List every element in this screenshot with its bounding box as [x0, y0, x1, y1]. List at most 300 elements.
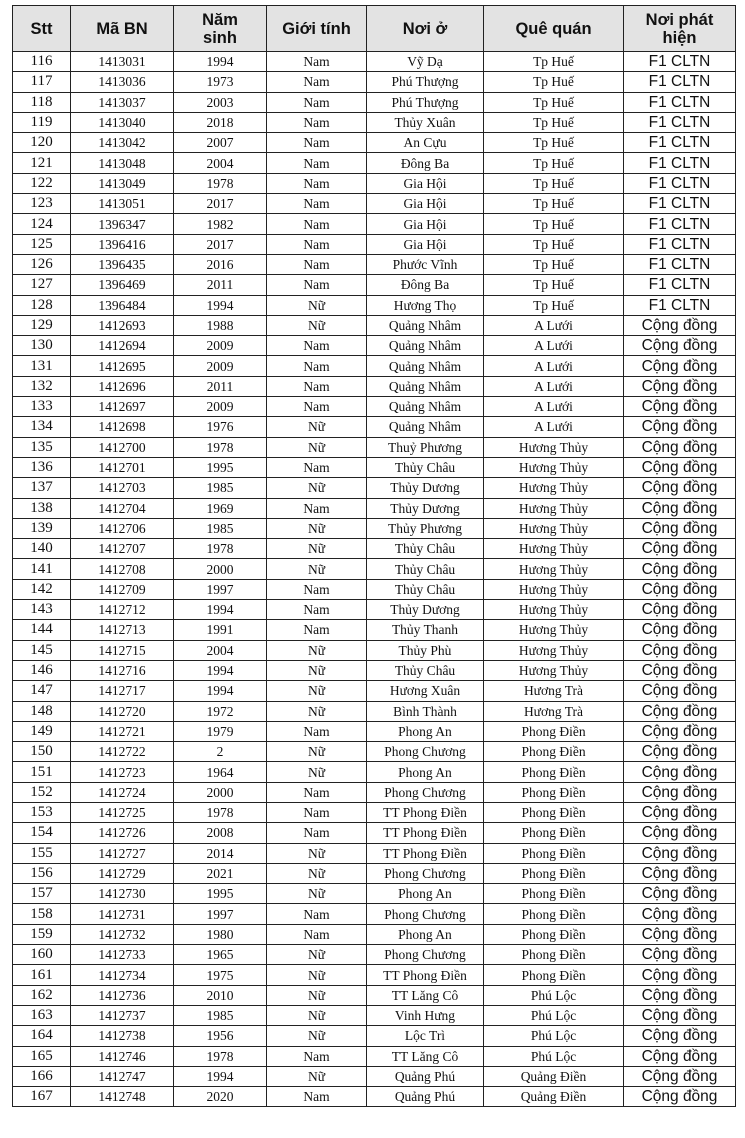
table-row: [13, 72, 736, 92]
header-stt: Stt: [13, 6, 71, 52]
cell-stt: 146: [13, 660, 71, 680]
cell-patient-id: 1412693: [71, 315, 174, 335]
cell-patient-id: 1396484: [71, 295, 174, 315]
table-row: [13, 904, 736, 924]
cell-residence: Thủy Châu: [367, 457, 484, 477]
table-row: [13, 336, 736, 356]
cell-stt: 125: [13, 234, 71, 254]
cell-residence: Thủy Dương: [367, 498, 484, 518]
cell-hometown: Phong Điền: [484, 742, 624, 762]
cell-gender: Nữ: [267, 1005, 367, 1025]
cell-patient-id: 1412708: [71, 559, 174, 579]
cell-birth-year: 1994: [174, 52, 267, 72]
cell-birth-year: 2018: [174, 112, 267, 132]
cell-detection-place: F1 CLTN: [624, 112, 736, 132]
cell-birth-year: 2014: [174, 843, 267, 863]
cell-hometown: Quảng Điền: [484, 1066, 624, 1086]
cell-stt: 159: [13, 924, 71, 944]
cell-birth-year: 2000: [174, 559, 267, 579]
cell-hometown: Tp Huế: [484, 92, 624, 112]
cell-hometown: A Lưới: [484, 397, 624, 417]
cell-gender: Nam: [267, 52, 367, 72]
cell-detection-place: F1 CLTN: [624, 153, 736, 173]
cell-stt: 165: [13, 1046, 71, 1066]
cell-detection-place: F1 CLTN: [624, 214, 736, 234]
cell-residence: Quảng Nhâm: [367, 336, 484, 356]
table-header: [13, 6, 736, 52]
cell-hometown: Tp Huế: [484, 72, 624, 92]
cell-birth-year: 1982: [174, 214, 267, 234]
cell-residence: Quảng Phú: [367, 1087, 484, 1107]
cell-detection-place: Cộng đồng: [624, 681, 736, 701]
cell-patient-id: 1412724: [71, 782, 174, 802]
cell-patient-id: 1412725: [71, 802, 174, 822]
cell-gender: Nam: [267, 214, 367, 234]
cell-stt: 131: [13, 356, 71, 376]
cell-patient-id: 1412722: [71, 742, 174, 762]
cell-gender: Nữ: [267, 863, 367, 883]
table-row: [13, 234, 736, 254]
cell-patient-id: 1412736: [71, 985, 174, 1005]
cell-stt: 128: [13, 295, 71, 315]
cell-birth-year: 1985: [174, 478, 267, 498]
table-row: [13, 924, 736, 944]
cell-gender: Nam: [267, 112, 367, 132]
cell-residence: Quảng Nhâm: [367, 397, 484, 417]
cell-residence: TT Phong Điền: [367, 843, 484, 863]
cell-patient-id: 1412730: [71, 884, 174, 904]
cell-gender: Nam: [267, 498, 367, 518]
cell-residence: Gia Hội: [367, 194, 484, 214]
cell-gender: Nam: [267, 92, 367, 112]
cell-residence: Thủy Dương: [367, 478, 484, 498]
cell-residence: Thủy Châu: [367, 579, 484, 599]
cell-stt: 154: [13, 823, 71, 843]
cell-birth-year: 2017: [174, 194, 267, 214]
cell-residence: Quảng Nhâm: [367, 356, 484, 376]
table-row: [13, 863, 736, 883]
cell-residence: Thủy Phương: [367, 518, 484, 538]
cell-gender: Nữ: [267, 518, 367, 538]
cell-patient-id: 1413049: [71, 173, 174, 193]
cell-patient-id: 1412701: [71, 457, 174, 477]
cell-stt: 116: [13, 52, 71, 72]
cell-residence: Phú Thượng: [367, 92, 484, 112]
cell-stt: 150: [13, 742, 71, 762]
cell-patient-id: 1412704: [71, 498, 174, 518]
cell-gender: Nam: [267, 133, 367, 153]
cell-birth-year: 1965: [174, 945, 267, 965]
table-row: [13, 92, 736, 112]
cell-detection-place: Cộng đồng: [624, 478, 736, 498]
cell-stt: 120: [13, 133, 71, 153]
cell-patient-id: 1396435: [71, 254, 174, 274]
cell-hometown: Phú Lộc: [484, 1005, 624, 1025]
cell-residence: Thủy Châu: [367, 559, 484, 579]
cell-stt: 156: [13, 863, 71, 883]
cell-birth-year: 2011: [174, 275, 267, 295]
cell-gender: Nữ: [267, 742, 367, 762]
cell-patient-id: 1412698: [71, 417, 174, 437]
table-body: [13, 52, 736, 1107]
cell-stt: 143: [13, 600, 71, 620]
cell-birth-year: 1991: [174, 620, 267, 640]
cell-hometown: Phong Điền: [484, 721, 624, 741]
cell-gender: Nam: [267, 234, 367, 254]
cell-residence: Quảng Nhâm: [367, 315, 484, 335]
table-row: [13, 742, 736, 762]
cell-residence: Thủy Thanh: [367, 620, 484, 640]
cell-birth-year: 1994: [174, 660, 267, 680]
cell-residence: Gia Hội: [367, 234, 484, 254]
cell-residence: Thủy Châu: [367, 660, 484, 680]
cell-hometown: Phú Lộc: [484, 985, 624, 1005]
cell-birth-year: 1988: [174, 315, 267, 335]
cell-residence: TT Phong Điền: [367, 965, 484, 985]
header-birth-year: Năm sinh: [174, 6, 267, 52]
cell-gender: Nam: [267, 620, 367, 640]
cell-stt: 138: [13, 498, 71, 518]
header-detection-place: Nơi phát hiện: [624, 6, 736, 52]
cell-residence: Đông Ba: [367, 153, 484, 173]
cell-residence: Phong An: [367, 924, 484, 944]
cell-gender: Nữ: [267, 660, 367, 680]
cell-stt: 166: [13, 1066, 71, 1086]
cell-patient-id: 1412727: [71, 843, 174, 863]
table-row: [13, 478, 736, 498]
header-patient-id: Mã BN: [71, 6, 174, 52]
table-row: [13, 884, 736, 904]
cell-residence: Phú Thượng: [367, 72, 484, 92]
cell-patient-id: 1412734: [71, 965, 174, 985]
cell-birth-year: 1980: [174, 924, 267, 944]
cell-hometown: Phong Điền: [484, 863, 624, 883]
cell-stt: 121: [13, 153, 71, 173]
cell-residence: Phong An: [367, 721, 484, 741]
cell-residence: Phong Chương: [367, 945, 484, 965]
cell-gender: Nam: [267, 600, 367, 620]
cell-patient-id: 1396347: [71, 214, 174, 234]
cell-hometown: Tp Huế: [484, 295, 624, 315]
cell-birth-year: 2017: [174, 234, 267, 254]
table-row: [13, 681, 736, 701]
cell-residence: Hương Xuân: [367, 681, 484, 701]
cell-residence: TT Phong Điền: [367, 823, 484, 843]
cell-stt: 163: [13, 1005, 71, 1025]
cell-detection-place: Cộng đồng: [624, 965, 736, 985]
cell-gender: Nam: [267, 924, 367, 944]
cell-birth-year: 1978: [174, 802, 267, 822]
cell-hometown: Tp Huế: [484, 254, 624, 274]
cell-detection-place: Cộng đồng: [624, 924, 736, 944]
cell-detection-place: Cộng đồng: [624, 539, 736, 559]
cell-residence: Thủy Xuân: [367, 112, 484, 132]
cell-residence: Phong Chương: [367, 904, 484, 924]
table-row: [13, 802, 736, 822]
cell-birth-year: 1997: [174, 579, 267, 599]
cell-birth-year: 1979: [174, 721, 267, 741]
cell-detection-place: F1 CLTN: [624, 72, 736, 92]
cell-detection-place: Cộng đồng: [624, 721, 736, 741]
cell-detection-place: Cộng đồng: [624, 417, 736, 437]
cell-residence: Thủy Phù: [367, 640, 484, 660]
cell-patient-id: 1412713: [71, 620, 174, 640]
cell-birth-year: 1964: [174, 762, 267, 782]
cell-gender: Nam: [267, 1046, 367, 1066]
cell-stt: 158: [13, 904, 71, 924]
table-row: [13, 701, 736, 721]
cell-stt: 162: [13, 985, 71, 1005]
cell-residence: Gia Hội: [367, 173, 484, 193]
cell-patient-id: 1396416: [71, 234, 174, 254]
cell-detection-place: Cộng đồng: [624, 1046, 736, 1066]
cell-birth-year: 1994: [174, 1066, 267, 1086]
cell-hometown: Hương Thủy: [484, 457, 624, 477]
cell-patient-id: 1412738: [71, 1026, 174, 1046]
cell-residence: Đông Ba: [367, 275, 484, 295]
cell-birth-year: 2020: [174, 1087, 267, 1107]
table-row: [13, 600, 736, 620]
cell-birth-year: 2009: [174, 397, 267, 417]
cell-patient-id: 1413037: [71, 92, 174, 112]
table-row: [13, 397, 736, 417]
cell-birth-year: 1972: [174, 701, 267, 721]
cell-residence: Quảng Phú: [367, 1066, 484, 1086]
cell-stt: 130: [13, 336, 71, 356]
cell-detection-place: Cộng đồng: [624, 884, 736, 904]
table-row: [13, 173, 736, 193]
cell-gender: Nữ: [267, 985, 367, 1005]
cell-hometown: Hương Thủy: [484, 498, 624, 518]
cell-detection-place: F1 CLTN: [624, 234, 736, 254]
cell-detection-place: Cộng đồng: [624, 457, 736, 477]
table-row: [13, 559, 736, 579]
cell-detection-place: Cộng đồng: [624, 498, 736, 518]
cell-residence: Phong Chương: [367, 742, 484, 762]
table-row: [13, 762, 736, 782]
table-row: [13, 945, 736, 965]
cell-hometown: Phong Điền: [484, 823, 624, 843]
table-row: [13, 579, 736, 599]
cell-patient-id: 1412732: [71, 924, 174, 944]
table-row: [13, 457, 736, 477]
cell-patient-id: 1412737: [71, 1005, 174, 1025]
cell-residence: Quảng Nhâm: [367, 376, 484, 396]
cell-patient-id: 1412715: [71, 640, 174, 660]
cell-stt: 139: [13, 518, 71, 538]
cell-hometown: Phú Lộc: [484, 1026, 624, 1046]
cell-hometown: Hương Thủy: [484, 620, 624, 640]
cell-gender: Nam: [267, 153, 367, 173]
cell-stt: 135: [13, 437, 71, 457]
cell-stt: 137: [13, 478, 71, 498]
cell-gender: Nam: [267, 802, 367, 822]
cell-gender: Nữ: [267, 1026, 367, 1046]
table-row: [13, 985, 736, 1005]
cell-patient-id: 1412723: [71, 762, 174, 782]
cell-hometown: Hương Thủy: [484, 539, 624, 559]
table-row: [13, 498, 736, 518]
cell-residence: Phong Chương: [367, 863, 484, 883]
cell-detection-place: F1 CLTN: [624, 52, 736, 72]
cell-hometown: Tp Huế: [484, 234, 624, 254]
cell-patient-id: 1412747: [71, 1066, 174, 1086]
cell-birth-year: 1978: [174, 539, 267, 559]
table-row: [13, 640, 736, 660]
table-row: [13, 660, 736, 680]
cell-patient-id: 1412721: [71, 721, 174, 741]
cell-patient-id: 1412697: [71, 397, 174, 417]
cell-residence: Lộc Trì: [367, 1026, 484, 1046]
table-row: [13, 843, 736, 863]
cell-birth-year: 1975: [174, 965, 267, 985]
cell-residence: Phước Vĩnh: [367, 254, 484, 274]
cell-hometown: Tp Huế: [484, 133, 624, 153]
cell-stt: 149: [13, 721, 71, 741]
cell-detection-place: F1 CLTN: [624, 133, 736, 153]
cell-gender: Nam: [267, 173, 367, 193]
cell-detection-place: F1 CLTN: [624, 194, 736, 214]
cell-gender: Nữ: [267, 965, 367, 985]
cell-hometown: A Lưới: [484, 417, 624, 437]
cell-gender: Nam: [267, 254, 367, 274]
cell-residence: Phong Chương: [367, 782, 484, 802]
cell-gender: Nam: [267, 904, 367, 924]
cell-stt: 119: [13, 112, 71, 132]
table-row: [13, 295, 736, 315]
table-row: [13, 315, 736, 335]
table-row: [13, 782, 736, 802]
cell-patient-id: 1413042: [71, 133, 174, 153]
cell-patient-id: 1412729: [71, 863, 174, 883]
table-row: [13, 376, 736, 396]
cell-gender: Nữ: [267, 478, 367, 498]
cell-stt: 167: [13, 1087, 71, 1107]
cell-stt: 152: [13, 782, 71, 802]
cell-birth-year: 1978: [174, 173, 267, 193]
cell-gender: Nam: [267, 72, 367, 92]
table-row: [13, 539, 736, 559]
cell-gender: Nữ: [267, 701, 367, 721]
cell-hometown: Phong Điền: [484, 762, 624, 782]
cell-birth-year: 1956: [174, 1026, 267, 1046]
cell-detection-place: Cộng đồng: [624, 336, 736, 356]
cell-stt: 147: [13, 681, 71, 701]
cell-gender: Nam: [267, 194, 367, 214]
cell-hometown: Hương Thủy: [484, 600, 624, 620]
table-row: [13, 112, 736, 132]
table-row: [13, 518, 736, 538]
cell-hometown: Phong Điền: [484, 802, 624, 822]
cell-patient-id: 1413040: [71, 112, 174, 132]
cell-stt: 157: [13, 884, 71, 904]
cell-hometown: Hương Trà: [484, 701, 624, 721]
cell-hometown: Tp Huế: [484, 173, 624, 193]
cell-residence: Vỹ Dạ: [367, 52, 484, 72]
cell-gender: Nam: [267, 376, 367, 396]
cell-residence: Bình Thành: [367, 701, 484, 721]
table-row: [13, 275, 736, 295]
cell-hometown: Hương Thủy: [484, 478, 624, 498]
cell-detection-place: Cộng đồng: [624, 579, 736, 599]
cell-birth-year: 2007: [174, 133, 267, 153]
cell-gender: Nữ: [267, 559, 367, 579]
cell-patient-id: 1412726: [71, 823, 174, 843]
cell-stt: 129: [13, 315, 71, 335]
cell-patient-id: 1412709: [71, 579, 174, 599]
cell-hometown: Hương Thủy: [484, 518, 624, 538]
cell-gender: Nữ: [267, 681, 367, 701]
cell-detection-place: Cộng đồng: [624, 985, 736, 1005]
cell-birth-year: 1997: [174, 904, 267, 924]
cell-detection-place: Cộng đồng: [624, 660, 736, 680]
cell-gender: Nam: [267, 1087, 367, 1107]
cell-detection-place: Cộng đồng: [624, 356, 736, 376]
cell-stt: 160: [13, 945, 71, 965]
cell-detection-place: Cộng đồng: [624, 945, 736, 965]
cell-patient-id: 1412748: [71, 1087, 174, 1107]
cell-detection-place: Cộng đồng: [624, 762, 736, 782]
cell-hometown: A Lưới: [484, 376, 624, 396]
cell-stt: 145: [13, 640, 71, 660]
table-row: [13, 1087, 736, 1107]
cell-detection-place: Cộng đồng: [624, 823, 736, 843]
header-hometown: Quê quán: [484, 6, 624, 52]
table-row: [13, 133, 736, 153]
cell-hometown: Phong Điền: [484, 843, 624, 863]
cell-detection-place: Cộng đồng: [624, 1026, 736, 1046]
cell-stt: 132: [13, 376, 71, 396]
table-row: [13, 194, 736, 214]
cell-birth-year: 1978: [174, 1046, 267, 1066]
cell-hometown: A Lưới: [484, 336, 624, 356]
cell-birth-year: 1969: [174, 498, 267, 518]
cell-detection-place: F1 CLTN: [624, 173, 736, 193]
cell-hometown: A Lưới: [484, 315, 624, 335]
cell-gender: Nữ: [267, 640, 367, 660]
cell-gender: Nam: [267, 356, 367, 376]
cell-hometown: Tp Huế: [484, 194, 624, 214]
cell-stt: 155: [13, 843, 71, 863]
cell-gender: Nữ: [267, 417, 367, 437]
cell-detection-place: Cộng đồng: [624, 742, 736, 762]
cell-detection-place: Cộng đồng: [624, 376, 736, 396]
cell-stt: 153: [13, 802, 71, 822]
cell-stt: 140: [13, 539, 71, 559]
cell-residence: Quảng Nhâm: [367, 417, 484, 437]
cell-patient-id: 1412731: [71, 904, 174, 924]
cell-birth-year: 1985: [174, 518, 267, 538]
cell-stt: 127: [13, 275, 71, 295]
cell-hometown: Phong Điền: [484, 945, 624, 965]
cell-hometown: Hương Thủy: [484, 660, 624, 680]
cell-patient-id: 1412706: [71, 518, 174, 538]
cell-patient-id: 1412695: [71, 356, 174, 376]
patient-table: [12, 5, 736, 1107]
cell-stt: 134: [13, 417, 71, 437]
cell-gender: Nam: [267, 457, 367, 477]
cell-patient-id: 1412720: [71, 701, 174, 721]
cell-stt: 126: [13, 254, 71, 274]
cell-patient-id: 1396469: [71, 275, 174, 295]
table-row: [13, 1005, 736, 1025]
cell-detection-place: Cộng đồng: [624, 518, 736, 538]
table-row: [13, 823, 736, 843]
cell-hometown: Hương Thủy: [484, 579, 624, 599]
cell-patient-id: 1412746: [71, 1046, 174, 1066]
table-row: [13, 965, 736, 985]
cell-gender: Nữ: [267, 1066, 367, 1086]
